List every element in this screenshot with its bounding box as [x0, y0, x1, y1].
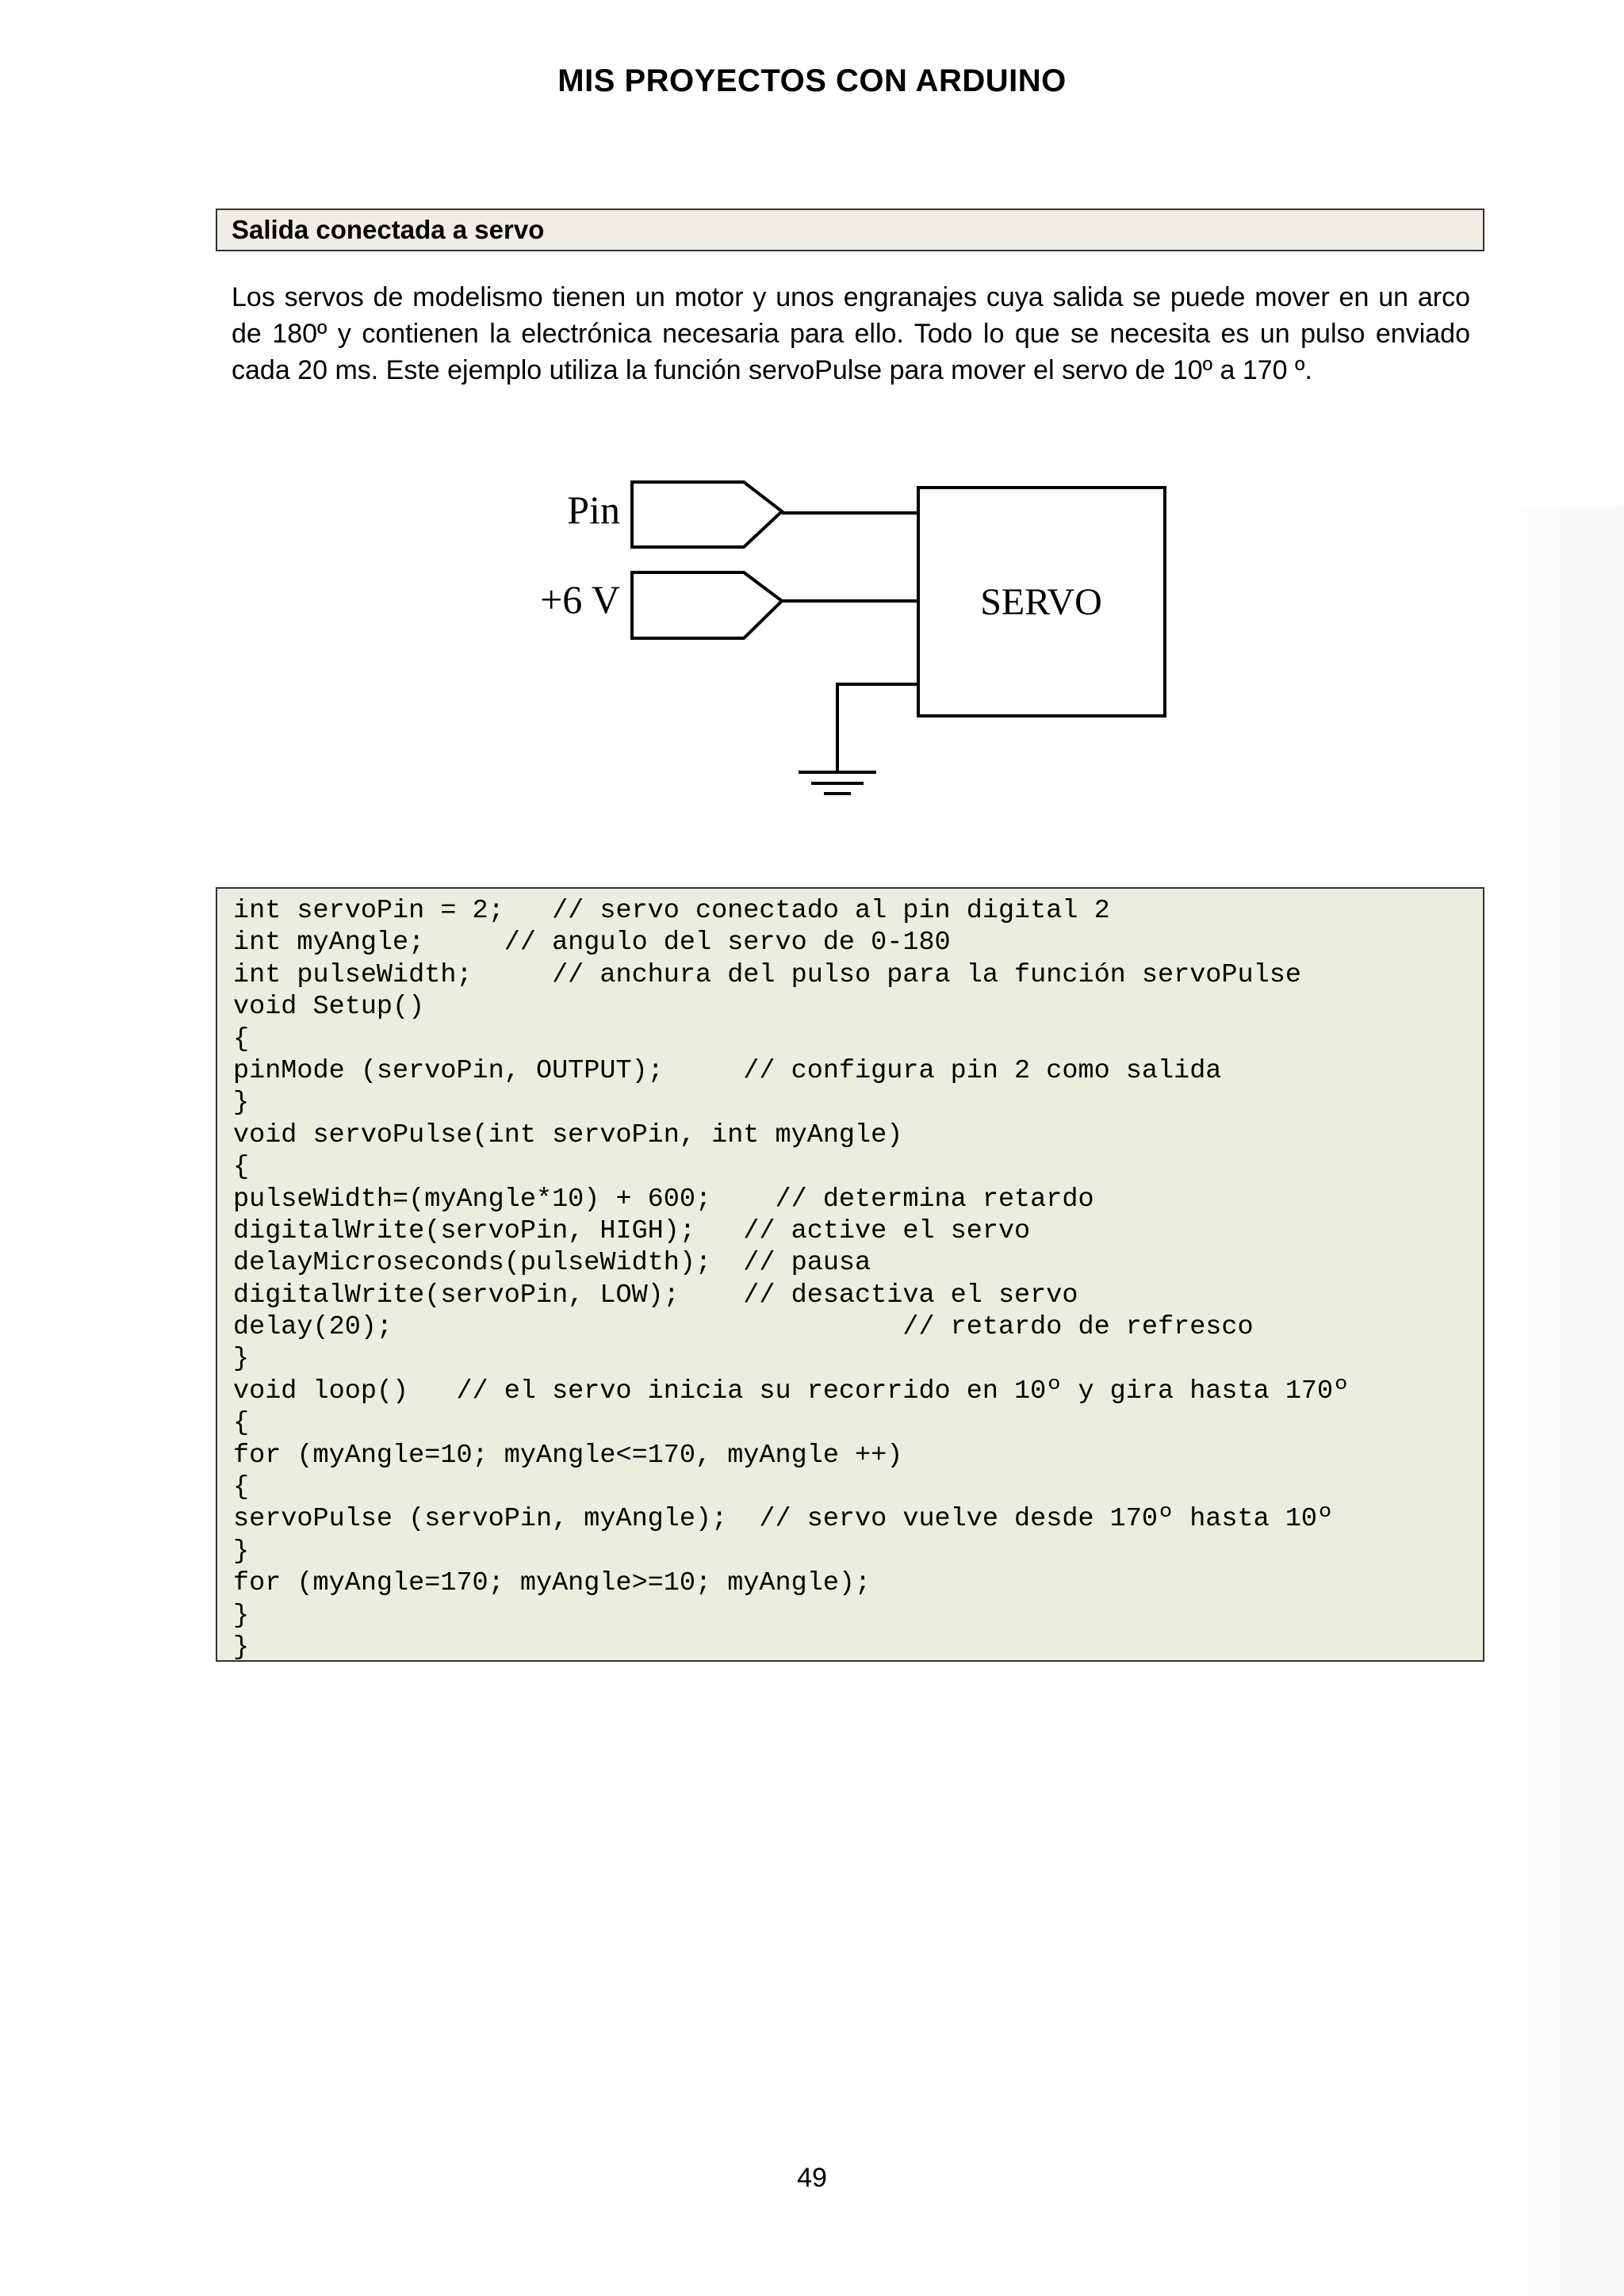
- code-listing: [216, 887, 1484, 1662]
- code-line: }: [233, 1536, 250, 1567]
- page-edge-shade: [1489, 507, 1624, 2296]
- code-line: }: [233, 1088, 250, 1119]
- code-line: }: [233, 1632, 250, 1663]
- code-line: }: [233, 1600, 250, 1631]
- code-line: delay(20); // retardo de refresco: [233, 1312, 1254, 1343]
- section-heading: Salida conectada a servo: [216, 209, 1484, 251]
- code-line: int servoPin = 2; // servo conectado al pin digital 2: [233, 896, 1110, 926]
- code-line: delayMicroseconds(pulseWidth); // pausa: [233, 1248, 871, 1279]
- page-number: 49: [797, 2163, 827, 2193]
- code-line: for (myAngle=10; myAngle<=170, myAngle ++): [233, 1440, 903, 1471]
- code-line: void loop() // el servo inicia su recorrido en 10º y gira hasta 170º: [233, 1376, 1350, 1406]
- pin-connector: [632, 482, 782, 547]
- code-line: servoPulse (servoPin, myAngle); // servo vuelve desde 170º hasta 10º: [233, 1504, 1334, 1535]
- code-line: pulseWidth=(myAngle*10) + 600; // determina retardo: [233, 1184, 1094, 1215]
- code-line: int pulseWidth; // anchura del pulso para la función servoPulse: [233, 959, 1301, 990]
- pin-label: Pin: [567, 488, 620, 532]
- ground-wire: [837, 684, 917, 771]
- page-title: MIS PROYECTOS CON ARDUINO: [557, 63, 1067, 98]
- servo-label: SERVO: [980, 581, 1102, 623]
- intro-paragraph: Los servos de modelismo tienen un motor y unos engranajes cuya salida se puede mover en un arco de 180º y contienen la electrónica necesaria para ello. Todo lo que se necesita es un pulso enviado cada 20 ms. Este ejemplo utiliza la función servoPulse para mover el servo de 10º a 170 º.: [232, 282, 1470, 385]
- code-line: {: [233, 1152, 250, 1183]
- code-line: for (myAngle=170; myAngle>=10; myAngle);: [233, 1568, 871, 1599]
- power-label: +6 V: [540, 577, 620, 622]
- code-line: {: [233, 1024, 250, 1054]
- servo-wiring-diagram: [508, 460, 1221, 825]
- code-line: {: [233, 1408, 250, 1439]
- code-line: int myAngle; // angulo del servo de 0-180: [233, 928, 951, 959]
- code-line: pinMode (servoPin, OUTPUT); // configura pin 2 como salida: [233, 1055, 1222, 1086]
- code-line: void Setup(): [233, 992, 425, 1023]
- power-connector: [632, 572, 782, 638]
- ground-icon: [799, 772, 876, 794]
- code-line: }: [233, 1344, 250, 1375]
- code-line: digitalWrite(servoPin, LOW); // desactiva el servo: [233, 1280, 1078, 1311]
- code-line: digitalWrite(servoPin, HIGH); // active el servo: [233, 1215, 1031, 1246]
- code-line: void servoPulse(int servoPin, int myAngle): [233, 1119, 903, 1150]
- code-line: {: [233, 1472, 250, 1503]
